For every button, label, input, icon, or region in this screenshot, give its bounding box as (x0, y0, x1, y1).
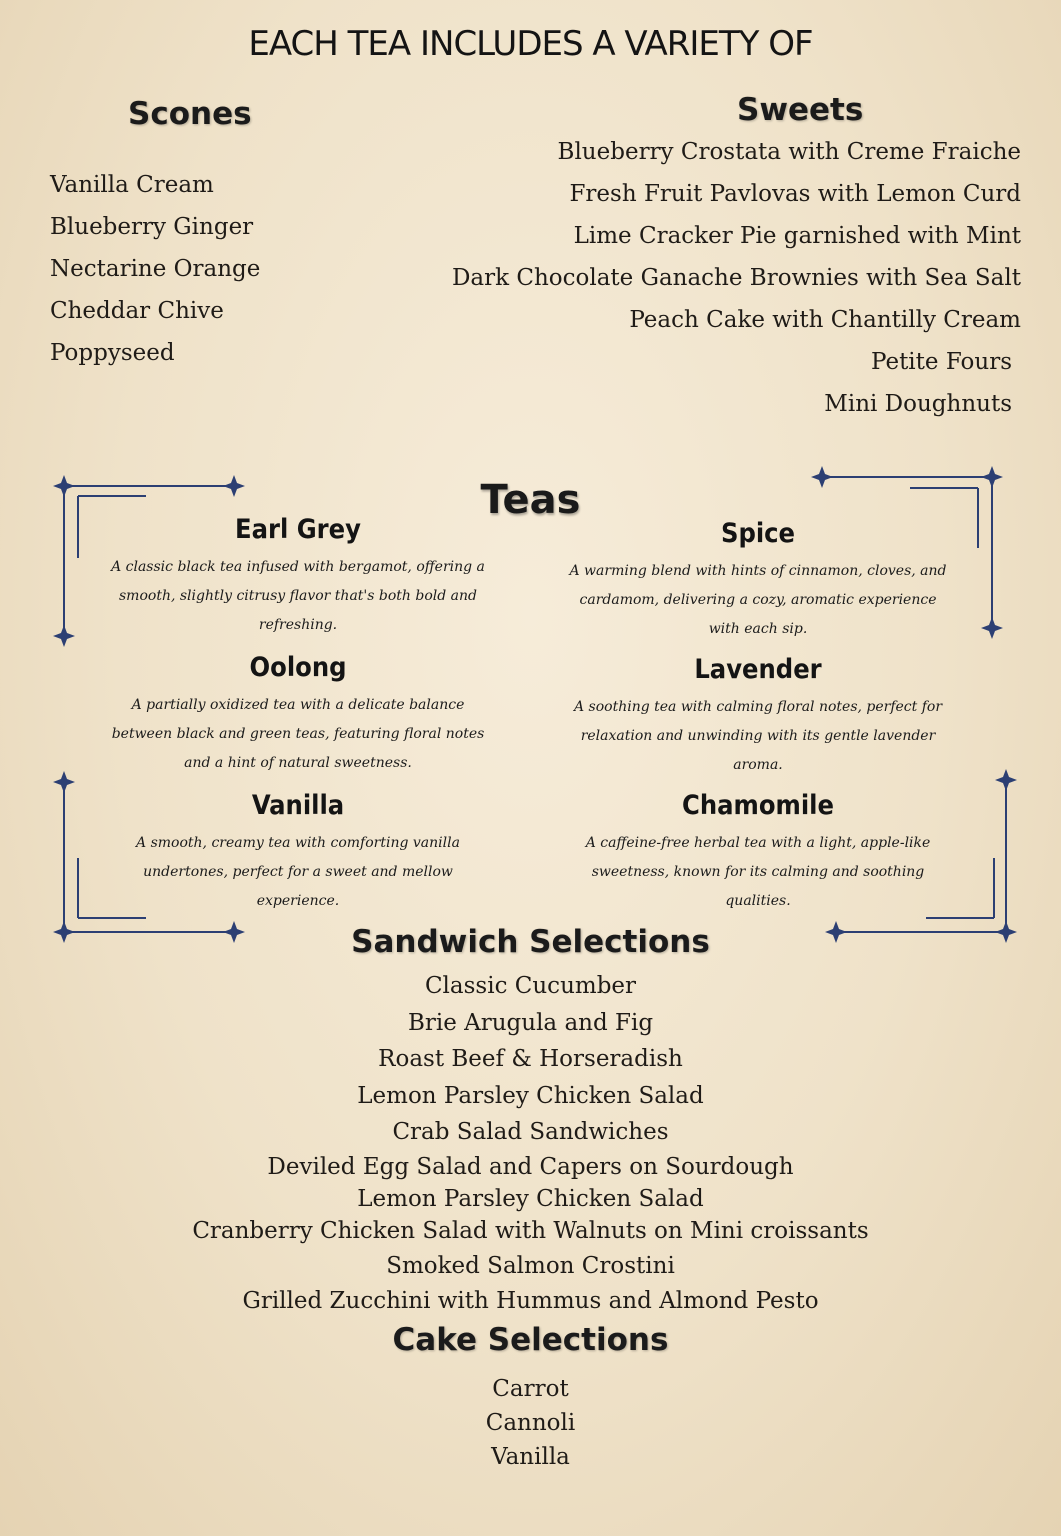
sandwich-item: Grilled Zucchini with Hummus and Almond Pesto (242, 1288, 819, 1314)
scones-heading: Scones (128, 96, 252, 132)
tea-name: Vanilla (251, 790, 345, 821)
tea-spice (568, 518, 948, 644)
tea-earl-grey (108, 514, 488, 640)
tea-description: A soothing tea with calming floral notes, perfect for relaxation and unwinding with its gentle lavender aroma. (573, 699, 943, 773)
sandwich-list (0, 968, 1061, 1319)
scone-item: Cheddar Chive (50, 298, 224, 324)
sandwich-item: Smoked Salmon Crostini (386, 1253, 675, 1279)
tea-description: A partially oxidized tea with a delicate balance between black and green teas, featuring floral notes and a hint of natural sweetness. (111, 697, 485, 771)
sweet-item: Mini Doughnuts (824, 391, 1012, 417)
sandwich-item: Crab Salad Sandwiches (392, 1119, 669, 1145)
tea-description: A warming blend with hints of cinnamon, cloves, and cardamom, delivering a cozy, aromatic experience with each sip. (569, 563, 947, 637)
tea-chamomile (568, 790, 948, 916)
tea-name: Earl Grey (235, 514, 361, 545)
scone-item: Poppyseed (50, 340, 175, 366)
tea-name: Lavender (694, 654, 822, 685)
sweet-item: Fresh Fruit Pavlovas with Lemon Curd (569, 181, 1021, 207)
scone-item: Blueberry Ginger (50, 214, 254, 240)
sandwich-item: Lemon Parsley Chicken Salad (357, 1186, 704, 1212)
cake-heading: Cake Selections (392, 1322, 669, 1358)
sandwich-heading: Sandwich Selections (351, 924, 710, 960)
sweets-heading: Sweets (737, 92, 864, 128)
tea-lavender (568, 654, 948, 780)
sweet-item: Petite Fours (871, 349, 1012, 375)
tea-name: Spice (720, 518, 796, 549)
tea-description: A smooth, creamy tea with comforting vanilla undertones, perfect for a sweet and mellow experience. (136, 835, 460, 909)
sweet-item: Peach Cake with Chantilly Cream (629, 307, 1021, 333)
cake-item: Vanilla (491, 1444, 570, 1470)
tea-oolong (108, 652, 488, 778)
scone-item: Nectarine Orange (50, 256, 261, 282)
sandwich-item: Cranberry Chicken Salad with Walnuts on Mini croissants (192, 1218, 869, 1244)
sandwich-item: Lemon Parsley Chicken Salad (357, 1083, 704, 1109)
tea-name: Oolong (249, 652, 347, 683)
tea-description: A classic black tea infused with bergamot, offering a smooth, slightly citrusy flavor that's both bold and refreshing. (111, 559, 485, 633)
cake-item: Cannoli (485, 1410, 576, 1436)
page-title: EACH TEA INCLUDES A VARIETY OF (248, 24, 813, 64)
sweet-item: Blueberry Crostata with Creme Fraiche (557, 139, 1021, 165)
tea-name: Chamomile (682, 790, 834, 821)
sweet-item: Lime Cracker Pie garnished with Mint (573, 223, 1021, 249)
tea-description: A caffeine-free herbal tea with a light, apple-like sweetness, known for its calming and soothing qualities. (585, 835, 931, 909)
sandwich-item: Brie Arugula and Fig (407, 1010, 654, 1036)
cake-list (0, 1372, 1061, 1474)
sweet-item: Dark Chocolate Ganache Brownies with Sea Salt (451, 265, 1021, 291)
teas-heading: Teas (480, 477, 581, 523)
cake-item: Carrot (492, 1376, 569, 1402)
scone-item: Vanilla Cream (50, 172, 214, 198)
sandwich-item: Deviled Egg Salad and Capers on Sourdough (267, 1154, 794, 1180)
sandwich-item: Roast Beef & Horseradish (378, 1046, 683, 1072)
tea-vanilla (108, 790, 488, 916)
sandwich-item: Classic Cucumber (424, 973, 637, 999)
